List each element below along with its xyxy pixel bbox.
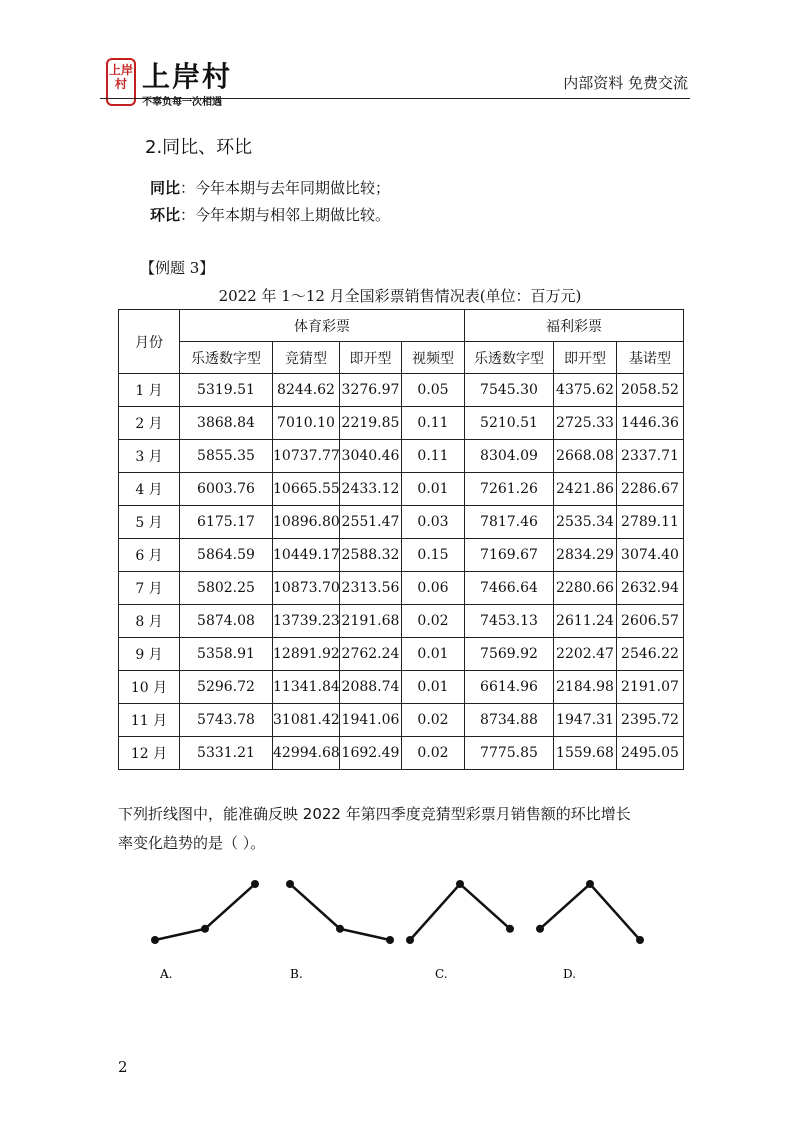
- trend-point: [386, 936, 394, 944]
- value-cell: 10896.80: [273, 506, 340, 539]
- table-row: [119, 671, 684, 704]
- trend-point: [636, 936, 644, 944]
- value-cell: 2495.05: [617, 737, 684, 770]
- definition-colon: ：: [180, 179, 196, 197]
- month-header: 月份: [119, 310, 180, 374]
- question-line-2: 率变化趋势的是（ ）。: [118, 834, 266, 852]
- month-cell: 5 月: [119, 506, 180, 539]
- logo-seal: 上岸村: [106, 58, 136, 106]
- table-row: [119, 407, 684, 440]
- value-cell: 2219.85: [340, 407, 402, 440]
- trend-point: [586, 880, 594, 888]
- value-cell: 42994.68: [273, 737, 340, 770]
- month-cell: 6 月: [119, 539, 180, 572]
- option-a[interactable]: [151, 880, 259, 981]
- value-cell: 0.11: [402, 407, 465, 440]
- value-cell: 2535.34: [554, 506, 617, 539]
- table-row: [119, 374, 684, 407]
- value-cell: 1941.06: [340, 704, 402, 737]
- value-cell: 2337.71: [617, 440, 684, 473]
- option-label: B.: [290, 967, 303, 981]
- value-cell: 7169.67: [465, 539, 554, 572]
- value-cell: 1692.49: [340, 737, 402, 770]
- value-cell: 11341.84: [273, 671, 340, 704]
- value-cell: 2280.66: [554, 572, 617, 605]
- month-cell: 8 月: [119, 605, 180, 638]
- value-cell: 5864.59: [180, 539, 273, 572]
- value-cell: 0.02: [402, 605, 465, 638]
- definition-colon: ：: [180, 206, 196, 224]
- trend-point: [286, 880, 294, 888]
- value-cell: 10737.77: [273, 440, 340, 473]
- value-cell: 0.02: [402, 704, 465, 737]
- value-cell: 0.11: [402, 440, 465, 473]
- month-cell: 10 月: [119, 671, 180, 704]
- table-row: [119, 737, 684, 770]
- value-cell: 4375.62: [554, 374, 617, 407]
- value-cell: 8244.62: [273, 374, 340, 407]
- sports-lottery-header: 体育彩票: [180, 310, 465, 342]
- definition-text: 今年本期与去年同期做比较；: [195, 179, 391, 197]
- value-cell: 0.02: [402, 737, 465, 770]
- value-cell: 2058.52: [617, 374, 684, 407]
- value-cell: 2286.67: [617, 473, 684, 506]
- value-cell: 5319.51: [180, 374, 273, 407]
- definition-yoy: [150, 177, 390, 198]
- trend-point: [406, 936, 414, 944]
- value-cell: 10665.55: [273, 473, 340, 506]
- trend-point: [251, 880, 259, 888]
- table-caption: 2022 年 1～12 月全国彩票销售情况表(单位：百万元): [218, 287, 582, 305]
- table-row: [119, 605, 684, 638]
- section-title: 2.同比、环比: [145, 137, 253, 158]
- trend-line: [540, 884, 640, 940]
- brand-name: 上岸村: [142, 60, 233, 93]
- value-cell: 1947.31: [554, 704, 617, 737]
- value-cell: 7261.26: [465, 473, 554, 506]
- table-row: [119, 473, 684, 506]
- trend-line: [410, 884, 510, 940]
- value-cell: 7453.13: [465, 605, 554, 638]
- value-cell: 2088.74: [340, 671, 402, 704]
- column-header: 竞猜型: [273, 342, 340, 374]
- value-cell: 0.01: [402, 473, 465, 506]
- question-line-1: 下列折线图中，能准确反映 2022 年第四季度竞猜型彩票月销售额的环比增长: [118, 805, 631, 823]
- trend-point: [456, 880, 464, 888]
- value-cell: 2546.22: [617, 638, 684, 671]
- value-cell: 12891.92: [273, 638, 340, 671]
- column-header: 即开型: [340, 342, 402, 374]
- page-number: 2: [118, 1058, 128, 1076]
- option-d[interactable]: [536, 880, 644, 981]
- value-cell: 1446.36: [617, 407, 684, 440]
- table-row: [119, 506, 684, 539]
- table-row: [119, 704, 684, 737]
- value-cell: 2313.56: [340, 572, 402, 605]
- definition-mom: [150, 204, 390, 225]
- definition-term: 同比: [150, 179, 181, 197]
- month-cell: 7 月: [119, 572, 180, 605]
- value-cell: 6175.17: [180, 506, 273, 539]
- value-cell: 0.06: [402, 572, 465, 605]
- option-label: C.: [435, 967, 448, 981]
- value-cell: 7569.92: [465, 638, 554, 671]
- answer-options: [0, 870, 800, 990]
- option-b[interactable]: [286, 880, 394, 981]
- month-cell: 4 月: [119, 473, 180, 506]
- column-header: 即开型: [554, 342, 617, 374]
- value-cell: 5296.72: [180, 671, 273, 704]
- value-cell: 0.15: [402, 539, 465, 572]
- table-row: [119, 638, 684, 671]
- value-cell: 31081.42: [273, 704, 340, 737]
- month-cell: 12 月: [119, 737, 180, 770]
- value-cell: 5358.91: [180, 638, 273, 671]
- value-cell: 7545.30: [465, 374, 554, 407]
- definition-term: 环比: [150, 206, 181, 224]
- value-cell: 3868.84: [180, 407, 273, 440]
- value-cell: 2395.72: [617, 704, 684, 737]
- value-cell: 7010.10: [273, 407, 340, 440]
- month-cell: 3 月: [119, 440, 180, 473]
- value-cell: 3040.46: [340, 440, 402, 473]
- value-cell: 3276.97: [340, 374, 402, 407]
- value-cell: 0.05: [402, 374, 465, 407]
- table-row: [119, 539, 684, 572]
- value-cell: 5743.78: [180, 704, 273, 737]
- value-cell: 2433.12: [340, 473, 402, 506]
- value-cell: 5802.25: [180, 572, 273, 605]
- month-cell: 1 月: [119, 374, 180, 407]
- value-cell: 7466.64: [465, 572, 554, 605]
- value-cell: 2191.07: [617, 671, 684, 704]
- value-cell: 2191.68: [340, 605, 402, 638]
- value-cell: 2762.24: [340, 638, 402, 671]
- value-cell: 5331.21: [180, 737, 273, 770]
- value-cell: 2789.11: [617, 506, 684, 539]
- trend-point: [536, 925, 544, 933]
- value-cell: 2632.94: [617, 572, 684, 605]
- welfare-lottery-header: 福利彩票: [465, 310, 684, 342]
- value-cell: 10449.17: [273, 539, 340, 572]
- table-row: [119, 572, 684, 605]
- option-label: D.: [563, 967, 577, 981]
- value-cell: 8304.09: [465, 440, 554, 473]
- value-cell: 13739.23: [273, 605, 340, 638]
- month-cell: 2 月: [119, 407, 180, 440]
- value-cell: 2202.47: [554, 638, 617, 671]
- value-cell: 2668.08: [554, 440, 617, 473]
- value-cell: 5855.35: [180, 440, 273, 473]
- value-cell: 10873.70: [273, 572, 340, 605]
- value-cell: 2606.57: [617, 605, 684, 638]
- value-cell: 2588.32: [340, 539, 402, 572]
- option-label: A.: [160, 967, 173, 981]
- value-cell: 5210.51: [465, 407, 554, 440]
- value-cell: 0.03: [402, 506, 465, 539]
- brand-slogan: 不辜负每一次相遇: [142, 97, 222, 108]
- header-divider: [100, 98, 690, 99]
- column-header: 基诺型: [617, 342, 684, 374]
- page-header: [0, 0, 800, 110]
- header-note: 内部资料 免费交流: [563, 74, 688, 92]
- value-cell: 3074.40: [617, 539, 684, 572]
- value-cell: 2184.98: [554, 671, 617, 704]
- lottery-sales-table: [118, 309, 684, 770]
- value-cell: 8734.88: [465, 704, 554, 737]
- trend-point: [506, 925, 514, 933]
- trend-point: [201, 925, 209, 933]
- value-cell: 6614.96: [465, 671, 554, 704]
- value-cell: 6003.76: [180, 473, 273, 506]
- value-cell: 1559.68: [554, 737, 617, 770]
- value-cell: 0.01: [402, 671, 465, 704]
- definition-text: 今年本期与相邻上期做比较。: [195, 206, 391, 224]
- trend-point: [151, 936, 159, 944]
- value-cell: 2834.29: [554, 539, 617, 572]
- value-cell: 2725.33: [554, 407, 617, 440]
- value-cell: 5874.08: [180, 605, 273, 638]
- option-c[interactable]: [406, 880, 514, 981]
- example-label: 【例题 3】: [140, 259, 215, 277]
- table-row: [119, 440, 684, 473]
- trend-point: [336, 925, 344, 933]
- month-cell: 11 月: [119, 704, 180, 737]
- column-header: 视频型: [402, 342, 465, 374]
- month-cell: 9 月: [119, 638, 180, 671]
- column-header: 乐透数字型: [465, 342, 554, 374]
- value-cell: 2551.47: [340, 506, 402, 539]
- value-cell: 2611.24: [554, 605, 617, 638]
- value-cell: 2421.86: [554, 473, 617, 506]
- value-cell: 0.01: [402, 638, 465, 671]
- value-cell: 7775.85: [465, 737, 554, 770]
- value-cell: 7817.46: [465, 506, 554, 539]
- column-header: 乐透数字型: [180, 342, 273, 374]
